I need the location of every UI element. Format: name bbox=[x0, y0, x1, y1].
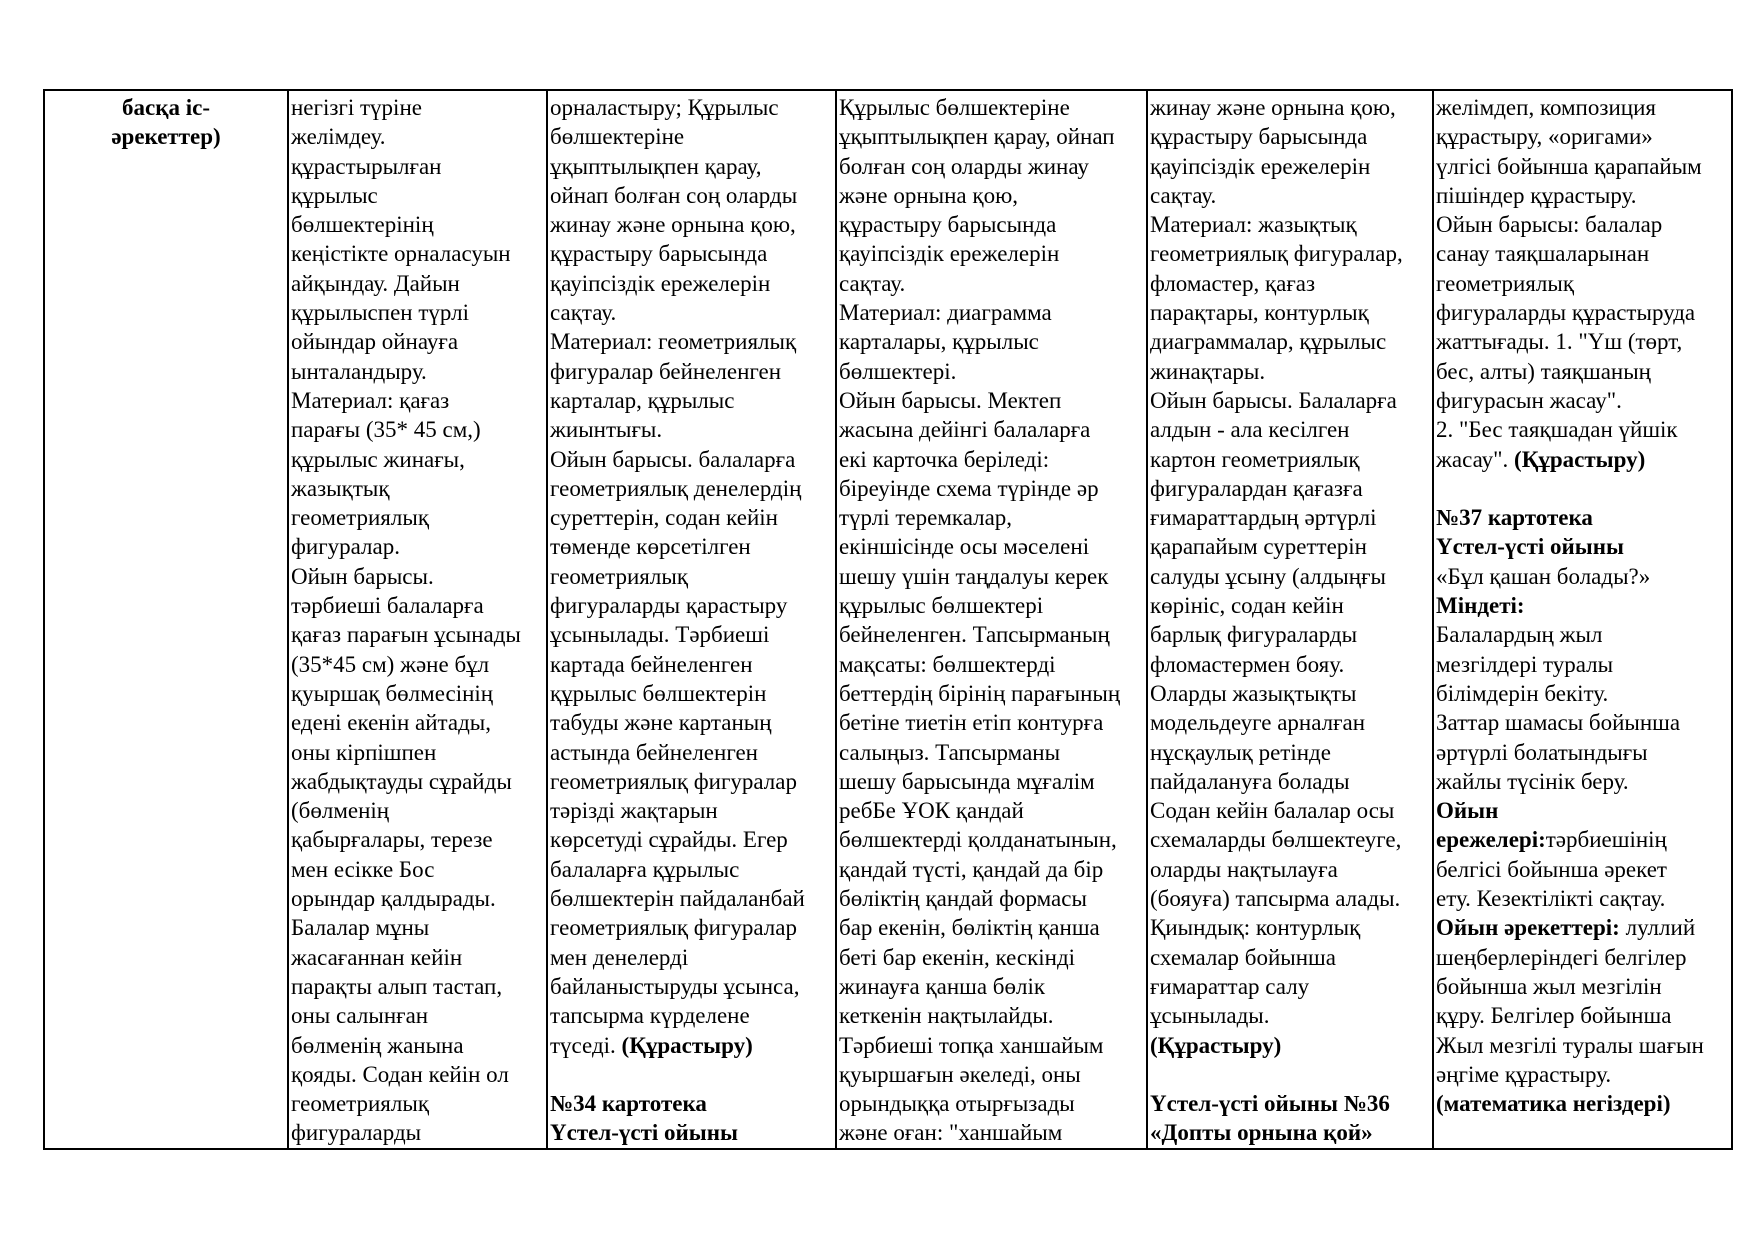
text-line: көрсетуді сұрайды. Егер bbox=[550, 827, 788, 853]
text-line: геометриялық bbox=[550, 563, 688, 589]
text-line: шешу үшін таңдалуы керек bbox=[839, 563, 1109, 589]
text-line: Оларды жазықтықты bbox=[1150, 680, 1357, 706]
text-line: құрастырылған bbox=[291, 153, 442, 179]
text-line: Ойын барысы. Мектеп bbox=[839, 387, 1062, 413]
text-line: схемаларды бөлшектеуге, bbox=[1150, 827, 1402, 853]
text-line: түрлі теремкалар, bbox=[839, 505, 1013, 531]
text-line: құрастыру барысында bbox=[1150, 124, 1368, 150]
text-line: қояды. Содан кейін ол bbox=[291, 1061, 509, 1087]
text-line: қуыршағын әкеледі, оны bbox=[839, 1061, 1081, 1087]
text-line: Балалардың жыл bbox=[1436, 622, 1603, 648]
game-title: «Бұл қашан болады?» bbox=[1436, 563, 1651, 589]
text-line: Қиындық: контурлық bbox=[1150, 915, 1361, 941]
text-line: фигуралар. bbox=[291, 534, 400, 560]
text-line: жинақтары. bbox=[1150, 358, 1266, 384]
text-line: геометриялық bbox=[291, 1091, 429, 1117]
text-line: байланыстыруды ұсынса, bbox=[550, 973, 800, 999]
text-line: салыңыз. Тапсырманы bbox=[839, 739, 1061, 765]
text-line: қуыршақ бөлмесінің bbox=[291, 680, 494, 706]
text-line: Материал: диаграмма bbox=[839, 300, 1052, 326]
text-line: ребБе ҰОК қандай bbox=[839, 798, 1024, 824]
text-line: төменде көрсетілген bbox=[550, 534, 751, 560]
text-line: алдын - ала кесілген bbox=[1150, 417, 1350, 443]
text-line: табуды және картаның bbox=[550, 710, 772, 736]
text-line: әңгіме құрастыру. bbox=[1436, 1061, 1612, 1087]
text-line: шеңберлеріндегі белгілер bbox=[1436, 944, 1687, 970]
text-line: білімдерін бекіту. bbox=[1436, 680, 1609, 706]
text-run: жасау". bbox=[1436, 446, 1515, 472]
text-line: сақтау. bbox=[839, 270, 906, 296]
text-line: бөлшектеріне bbox=[550, 124, 685, 150]
text-line: құрылыс бөлшектерін bbox=[550, 680, 767, 706]
text-run: тәрбиешінің bbox=[1545, 827, 1667, 853]
text-line: қандай түсті, қандай да бір bbox=[839, 856, 1104, 882]
text-line bbox=[1436, 445, 1729, 474]
text-line: бейнеленген. Тапсырманың bbox=[839, 622, 1110, 648]
text-line: жаттығады. 1. "Үш (төрт, bbox=[1436, 329, 1683, 355]
text-line: модельдеуге арналған bbox=[1150, 710, 1366, 736]
text-line: ынталандыру. bbox=[291, 358, 427, 384]
task-label: Міндеті: bbox=[1436, 593, 1525, 619]
text-line: бөлменің жанына bbox=[291, 1032, 464, 1058]
text-line: бойынша жыл мезгілін bbox=[1436, 973, 1662, 999]
text-line: картон геометриялық bbox=[1150, 446, 1360, 472]
text-line: 2. "Бес таяқшадан үйшік bbox=[1436, 417, 1678, 443]
text-line: Ойын барысы. Балаларға bbox=[1150, 387, 1397, 413]
text-line: құрастыру барысында bbox=[550, 241, 768, 267]
text-line: астында бейнеленген bbox=[550, 739, 758, 765]
text-line: мен денелерді bbox=[550, 944, 689, 970]
text-line: оны кірпішпен bbox=[291, 739, 437, 765]
text-line: жиынтығы. bbox=[550, 417, 663, 443]
text-line: бөлшектерді қолданатынын, bbox=[839, 827, 1117, 853]
text-line: құру. Белгілер бойынша bbox=[1436, 1003, 1672, 1029]
text-line: қабырғалары, терезе bbox=[291, 827, 493, 853]
text-line: ойындар ойнауға bbox=[291, 329, 459, 355]
text-line: кеткенін нақтылайды. bbox=[839, 1003, 1054, 1029]
text-line: жабдықтауды сұрайды bbox=[291, 768, 512, 794]
text-line: бөліктің қандай формасы bbox=[839, 886, 1087, 912]
text-line: Тәрбиеші топқа ханшайым bbox=[839, 1032, 1104, 1058]
text-line: құрылыс бөлшектері bbox=[839, 593, 1044, 619]
text-line: қарапайым суреттерін bbox=[1150, 534, 1367, 560]
text-line: пішіндер құрастыру. bbox=[1436, 182, 1637, 208]
text-line: оларды нақтылауға bbox=[1150, 856, 1338, 882]
text-line: желімдеу. bbox=[291, 124, 386, 150]
text-line: едені екенін айтады, bbox=[291, 710, 492, 736]
text-line: жайлы түсінік беру. bbox=[1436, 768, 1629, 794]
text-line: орналастыру; Құрылыс bbox=[550, 95, 779, 120]
text-line: құрастыру барысында bbox=[839, 212, 1057, 238]
rules-label: ережелері: bbox=[1436, 827, 1546, 853]
text-line: Содан кейін балалар осы bbox=[1150, 798, 1395, 824]
table-cell-activity-type bbox=[44, 90, 288, 1149]
text-line: ғимараттар салу bbox=[1150, 973, 1310, 999]
text-line: (35*45 см) және бұл bbox=[291, 651, 490, 677]
text-line: барлық фигураларды bbox=[1150, 622, 1358, 648]
text-line: Құрылыс бөлшектеріне bbox=[839, 95, 1070, 120]
text-line: фигураларды құрастыруда bbox=[1436, 300, 1696, 326]
text-line: құрылыс bbox=[291, 182, 378, 208]
text-line: парақты алып тастап, bbox=[291, 973, 503, 999]
text-line: бетіне тиетін етіп контурға bbox=[839, 710, 1104, 736]
text-line: ету. Кезектілікті сақтау. bbox=[1436, 886, 1666, 912]
text-line: салуды ұсыну (алдыңғы bbox=[1150, 563, 1386, 589]
text-line: геометриялық bbox=[1436, 270, 1574, 296]
text-line: және орнына қою, bbox=[839, 182, 1019, 208]
text-line: фигураларды қарастыру bbox=[550, 593, 788, 619]
text-line: қауіпсіздік ережелерін bbox=[1150, 153, 1371, 179]
text-line: фигурасын жасау". bbox=[1436, 387, 1622, 413]
text-line: және оған: "ханшайым bbox=[839, 1120, 1063, 1146]
text-line: (бөлменің bbox=[291, 798, 390, 824]
text-line: орындыққа отырғызады bbox=[839, 1091, 1075, 1117]
text-line: Ойын барысы. bbox=[291, 563, 434, 589]
paragraph-gap bbox=[1150, 1060, 1430, 1089]
game-heading: Үстел-үсті ойыны №36 bbox=[1150, 1091, 1390, 1117]
text-line: санау таяқшаларынан bbox=[1436, 241, 1650, 267]
text-line: беті бар екенін, кескінді bbox=[839, 944, 1076, 970]
text-line: мезгілдері туралы bbox=[1436, 651, 1614, 677]
text-line: карталар, құрылыс bbox=[550, 387, 735, 413]
text-line: айқындау. Дайын bbox=[291, 270, 460, 296]
text-line: қауіпсіздік ережелерін bbox=[550, 270, 771, 296]
text-line: ұқыптылықпен қарау, ойнап bbox=[839, 124, 1115, 150]
category-label: (Құрастыру) bbox=[1150, 1032, 1282, 1058]
text-line: мақсаты: бөлшектерді bbox=[839, 651, 1056, 677]
text-line: бөлшектерінің bbox=[291, 212, 434, 238]
lesson-plan-table bbox=[43, 89, 1733, 1150]
text-line: Ойын барысы: балалар bbox=[1436, 212, 1663, 238]
text-line bbox=[1436, 913, 1729, 942]
table-cell-col5 bbox=[1433, 90, 1732, 1149]
text-line: геометриялық bbox=[291, 505, 429, 531]
text-line: мен есікке Бос bbox=[291, 856, 435, 882]
table-row bbox=[44, 90, 1732, 1149]
text-line: схемалар бойынша bbox=[1150, 944, 1336, 970]
text-line: (бояуға) тапсырма алады. bbox=[1150, 886, 1401, 912]
text-line: карталары, құрылыс bbox=[839, 329, 1039, 355]
table-cell-col2 bbox=[547, 90, 836, 1149]
text-line: тапсырма күрделене bbox=[550, 1003, 750, 1029]
text-line: кеңістікте орналасуын bbox=[291, 241, 511, 267]
text-line: Ойын барысы. балаларға bbox=[550, 446, 796, 472]
text-line: тәрбиеші балаларға bbox=[291, 593, 484, 619]
text-line: пайдалануға болады bbox=[1150, 768, 1350, 794]
text-line: жасағаннан кейін bbox=[291, 944, 463, 970]
table-cell-col1 bbox=[288, 90, 547, 1149]
rules-label: Ойын bbox=[1436, 798, 1499, 824]
text-line: сақтау. bbox=[550, 300, 617, 326]
text-line: фигураларды bbox=[291, 1120, 422, 1146]
text-line: қағаз парағын ұсынады bbox=[291, 622, 521, 648]
text-line: фигуралардан қағазға bbox=[1150, 475, 1363, 501]
card-heading: №37 картотека bbox=[1436, 505, 1593, 531]
text-line: ұсынылады. bbox=[1150, 1003, 1270, 1029]
text-line: геометриялық фигуралар, bbox=[1150, 241, 1403, 267]
text-line bbox=[550, 1031, 833, 1060]
text-line: бар екенін, бөліктің қанша bbox=[839, 915, 1100, 941]
text-line: беттердің бірінің парағының bbox=[839, 680, 1121, 706]
text-line: балаларға құрылыс bbox=[550, 856, 740, 882]
text-line: шешу барысында мұғалім bbox=[839, 768, 1095, 794]
text-line: фломастер, қағаз bbox=[1150, 270, 1316, 296]
text-run: түседі. bbox=[550, 1032, 622, 1058]
text-line: суреттерін, содан кейін bbox=[550, 505, 778, 531]
text-line: көрініс, содан кейін bbox=[1150, 593, 1344, 619]
text-line: парағы (35* 45 см,) bbox=[291, 417, 481, 443]
text-line: сақтау. bbox=[1150, 182, 1217, 208]
text-line: біреуінде схема түрінде әр bbox=[839, 475, 1099, 501]
text-line: үлгісі бойынша қарапайым bbox=[1436, 153, 1702, 179]
text-line: бөлшектері. bbox=[839, 358, 957, 384]
text-line: құрылыспен түрлі bbox=[291, 300, 469, 326]
text-line: геометриялық фигуралар bbox=[550, 915, 797, 941]
actions-label: Ойын әрекеттері: bbox=[1436, 915, 1620, 941]
text-run: луллий bbox=[1619, 915, 1696, 941]
text-line: жинау және орнына қою, bbox=[550, 212, 796, 238]
category-label: (математика негіздері) bbox=[1436, 1091, 1671, 1117]
paragraph-gap bbox=[550, 1060, 833, 1089]
text-line: Материал: жазықтық bbox=[1150, 212, 1357, 238]
text-line: Материал: қағаз bbox=[291, 387, 450, 413]
text-line: екі карточка беріледі: bbox=[839, 446, 1050, 472]
text-line: жасына дейінгі балаларға bbox=[839, 417, 1091, 443]
text-line bbox=[1436, 825, 1729, 854]
text-line: картада бейнеленген bbox=[550, 651, 753, 677]
text-line: фломастермен бояу. bbox=[1150, 651, 1345, 677]
text-line: жинау және орнына қою, bbox=[1150, 95, 1396, 120]
card-heading: №34 картотека bbox=[550, 1091, 707, 1117]
text-line: әртүрлі болатындығы bbox=[1436, 739, 1648, 765]
text-line: бөлшектерін пайдаланбай bbox=[550, 886, 805, 912]
paragraph-gap bbox=[1436, 474, 1729, 503]
game-title: «Допты орнына қой» bbox=[1150, 1120, 1373, 1146]
text-line: ойнап болған соң оларды bbox=[550, 182, 798, 208]
category-label: (Құрастыру) bbox=[1514, 446, 1646, 472]
row-header-line: басқа іс- bbox=[122, 95, 210, 120]
game-type-heading: Үстел-үсті ойыны bbox=[550, 1120, 738, 1146]
text-line: оны салынған bbox=[291, 1003, 429, 1029]
text-line: тәрізді жақтарын bbox=[550, 798, 718, 824]
row-header-line: әрекеттер) bbox=[111, 124, 221, 150]
table-cell-col3 bbox=[836, 90, 1147, 1149]
text-line: орындар қалдырады. bbox=[291, 886, 496, 912]
text-line: Жыл мезгілі туралы шағын bbox=[1436, 1032, 1704, 1058]
table-cell-col4 bbox=[1147, 90, 1433, 1149]
text-line: екіншісінде осы мәселені bbox=[839, 534, 1090, 560]
text-line: Материал: геометриялық bbox=[550, 329, 797, 355]
text-line: нұсқаулық ретінде bbox=[1150, 739, 1331, 765]
text-line: ұқыптылықпен қарау, bbox=[550, 153, 762, 179]
text-line: қауіпсіздік ережелерін bbox=[839, 241, 1060, 267]
text-line: фигуралар бейнеленген bbox=[550, 358, 782, 384]
game-type-heading: Үстел-үсті ойыны bbox=[1436, 534, 1624, 560]
text-line: жазықтық bbox=[291, 475, 390, 501]
text-line: геометриялық фигуралар bbox=[550, 768, 797, 794]
text-line: диаграммалар, құрылыс bbox=[1150, 329, 1387, 355]
text-line: құрылыс жинағы, bbox=[291, 446, 465, 472]
text-line: құрастыру, «оригами» bbox=[1436, 124, 1653, 150]
text-line: ұсынылады. Тәрбиеші bbox=[550, 622, 770, 648]
text-line: негізгі түріне bbox=[291, 95, 422, 120]
text-line: бес, алты) таяқшаның bbox=[1436, 358, 1651, 384]
text-line: Заттар шамасы бойынша bbox=[1436, 710, 1681, 736]
category-label: (Құрастыру) bbox=[621, 1032, 753, 1058]
text-line: желімдеп, композиция bbox=[1436, 95, 1656, 120]
text-line: жинауға қанша бөлік bbox=[839, 973, 1046, 999]
text-line: белгісі бойынша әрекет bbox=[1436, 856, 1667, 882]
text-line: Балалар мұны bbox=[291, 915, 430, 941]
text-line: болған соң оларды жинау bbox=[839, 153, 1089, 179]
text-line: геометриялық денелердің bbox=[550, 475, 802, 501]
text-line: парақтары, контурлық bbox=[1150, 300, 1369, 326]
text-line: ғимараттардың әртүрлі bbox=[1150, 505, 1377, 531]
